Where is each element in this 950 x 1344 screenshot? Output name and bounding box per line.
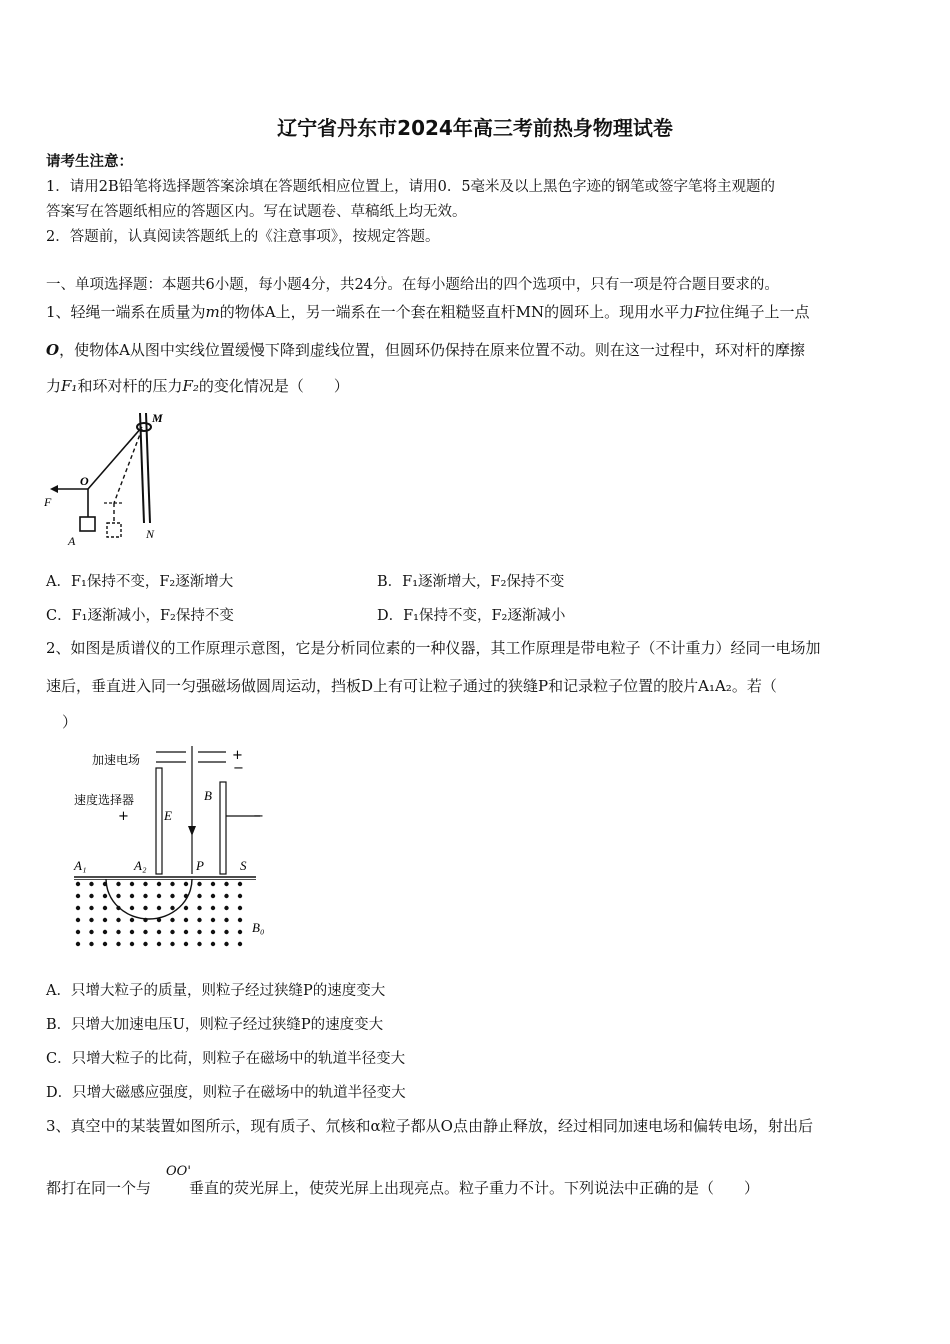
block-a-dashed	[107, 523, 121, 537]
field-dot	[76, 894, 80, 898]
q1-option-b[interactable]: B．F₁逐渐增大，F₂保持不变	[377, 574, 565, 590]
q3-line-1: 3、真空中的某装置如图所示，现有质子、氘核和α粒子都从O点由静止释放，经过相同加速电场和偏转电场，射出后	[46, 1117, 813, 1135]
field-dot	[184, 930, 188, 934]
field-dot	[76, 882, 80, 886]
notice-heading: 请考生注意：	[46, 153, 133, 170]
q1-text: 力	[46, 377, 62, 395]
q1-f2-symbol: F₂	[182, 377, 199, 395]
field-dot	[76, 918, 80, 922]
field-dot	[211, 882, 215, 886]
q1-option-c[interactable]: C．F₁逐渐减小，F₂保持不变	[46, 608, 234, 624]
field-dot	[76, 906, 80, 910]
q3-text: 垂直的荧光屏上，使荧光屏上出现亮点。粒子重力不计。下列说法中正确的是（ ）	[189, 1179, 760, 1197]
field-dot	[89, 894, 93, 898]
q1-text: 和环对杆的压力	[77, 377, 183, 395]
page-title: 辽宁省丹东市2024年高三考前热身物理试卷	[277, 116, 673, 140]
notice-item-1: 1．请用2B铅笔将选择题答案涂填在答题纸相应位置上，请用0．5毫米及以上黑色字迹的钢笔或签字笔将主观题的	[46, 179, 776, 195]
field-dot	[224, 930, 228, 934]
field-dot	[184, 942, 188, 946]
field-dot	[157, 930, 161, 934]
field-dot	[211, 906, 215, 910]
q2-line-2: 速后，垂直进入同一匀强磁场做圆周运动，挡板D上有可让粒子通过的狭缝P和记录粒子位置的胶片A₁A₂。若（	[46, 677, 777, 695]
field-dot	[238, 930, 242, 934]
field-dot	[238, 942, 242, 946]
field-dot	[103, 930, 107, 934]
notice-item-2: 2．答题前，认真阅读答题纸上的《注意事项》，按规定答题。	[46, 229, 440, 245]
field-dot	[170, 930, 174, 934]
label-b0: B₀	[252, 920, 265, 935]
field-dot	[211, 930, 215, 934]
field-dot	[157, 918, 161, 922]
field-dot	[184, 906, 188, 910]
field-dot	[76, 930, 80, 934]
field-dot	[197, 906, 201, 910]
field-dot	[170, 906, 174, 910]
q1-figure	[44, 405, 174, 550]
field-dot	[157, 906, 161, 910]
q1-option-a[interactable]: A．F₁保持不变，F₂逐渐增大	[46, 574, 234, 590]
label-b: B	[204, 788, 212, 803]
label-o: O	[80, 474, 89, 488]
force-arrowhead	[50, 485, 58, 493]
q3-line-2	[46, 1178, 759, 1198]
notice-item-1-cont: 答案写在答题纸相应的答题区内。写在试题卷、草稿纸上均无效。	[46, 204, 467, 220]
q1-point-symbol: O	[46, 341, 60, 359]
field-dot	[76, 942, 80, 946]
label-n: N	[146, 527, 155, 541]
q1-option-d[interactable]: D．F₁保持不变，F₂逐渐减小	[377, 608, 566, 624]
field-dot	[103, 894, 107, 898]
q1-text: ，使物体A从图中实线位置缓慢下降到虚线位置，但圆环仍保持在原来位置不动。则在这一过程中，环对杆的摩擦	[59, 341, 805, 359]
label-e: E	[164, 808, 172, 823]
field-dot	[184, 882, 188, 886]
field-dot	[211, 918, 215, 922]
field-dot	[157, 894, 161, 898]
label-a: A	[68, 534, 76, 548]
q1-mass-symbol: m	[205, 303, 220, 321]
label-s: S	[240, 858, 247, 873]
rope-upper-dashed	[114, 429, 142, 503]
field-dot	[89, 930, 93, 934]
selector-plate-right	[220, 782, 226, 874]
q2-option-a[interactable]: A．只增大粒子的质量，则粒子经过狭缝P的速度变大	[46, 983, 386, 999]
field-dot	[143, 894, 147, 898]
field-dot	[116, 882, 120, 886]
field-dot	[238, 882, 242, 886]
field-dot	[170, 942, 174, 946]
label-minus-right: −	[253, 809, 264, 824]
q3-text: 都打在同一个与	[46, 1179, 152, 1197]
field-dot	[103, 882, 107, 886]
q2-line-1: 2、如图是质谱仪的工作原理示意图，它是分析同位素的一种仪器，其工作原理是带电粒子（不计重力）经同一电场加	[46, 639, 821, 657]
q1-f1-symbol: F₁	[61, 377, 78, 395]
q1-force-symbol: F	[694, 303, 705, 321]
field-dot	[157, 882, 161, 886]
field-dot	[224, 942, 228, 946]
field-dot	[224, 882, 228, 886]
q1-text: 拉住绳子上一点	[704, 303, 810, 321]
q2-option-d[interactable]: D．只增大磁感应强度，则粒子在磁场中的轨道半径变大	[46, 1085, 406, 1101]
label-selector: 速度选择器	[74, 793, 135, 807]
field-dot	[143, 942, 147, 946]
section-1-heading: 一、单项选择题：本题共6小题，每小题4分，共24分。在每小题给出的四个选项中，只有一项是符合题目要求的。	[46, 277, 779, 293]
q1-text: 的变化情况是（ ）	[198, 377, 349, 395]
field-dot	[197, 894, 201, 898]
q1-text: 的物体A上，另一端系在一个套在粗糙竖直杆MN的圆环上。现用水平力	[219, 303, 695, 321]
field-dot	[103, 942, 107, 946]
label-minus-top: −	[233, 761, 244, 776]
field-dot	[89, 942, 93, 946]
field-dot	[116, 918, 120, 922]
field-dot	[130, 906, 134, 910]
label-plus-left: +	[118, 809, 129, 824]
magnetic-field-dots	[76, 882, 242, 946]
field-dot	[157, 942, 161, 946]
label-f: F	[44, 495, 52, 509]
particle-arrow	[188, 826, 196, 836]
field-dot	[184, 894, 188, 898]
label-plus-top: +	[232, 748, 243, 763]
q1-line-1	[46, 302, 810, 322]
q2-figure	[68, 740, 273, 955]
field-dot	[197, 918, 201, 922]
field-dot	[116, 894, 120, 898]
field-dot	[224, 906, 228, 910]
field-dot	[224, 918, 228, 922]
field-dot	[130, 942, 134, 946]
field-dot	[89, 882, 93, 886]
label-a1: A₁	[74, 858, 87, 873]
field-dot	[116, 930, 120, 934]
field-dot	[197, 882, 201, 886]
label-a2: A₂	[134, 858, 147, 873]
field-dot	[103, 906, 107, 910]
field-dot	[184, 918, 188, 922]
field-dot	[143, 882, 147, 886]
field-dot	[238, 918, 242, 922]
field-dot	[103, 918, 107, 922]
field-dot	[238, 894, 242, 898]
label-p: P	[196, 858, 204, 873]
field-dot	[170, 894, 174, 898]
field-dot	[116, 942, 120, 946]
block-a-solid	[80, 517, 95, 531]
field-dot	[89, 918, 93, 922]
field-dot	[224, 894, 228, 898]
field-dot	[238, 906, 242, 910]
field-dot	[143, 918, 147, 922]
field-dot	[130, 894, 134, 898]
field-dot	[143, 906, 147, 910]
field-dot	[197, 930, 201, 934]
q3-oo-symbol: OO'	[166, 1164, 191, 1179]
field-dot	[89, 906, 93, 910]
q2-option-c[interactable]: C．只增大粒子的比荷，则粒子在磁场中的轨道半径变大	[46, 1051, 406, 1067]
field-dot	[143, 930, 147, 934]
field-dot	[170, 918, 174, 922]
q1-text: 1、轻绳一端系在质量为	[46, 303, 206, 321]
field-dot	[116, 906, 120, 910]
q1-line-3	[46, 376, 349, 396]
label-accel: 加速电场	[92, 753, 141, 767]
field-dot	[130, 918, 134, 922]
field-dot	[130, 882, 134, 886]
field-dot	[197, 942, 201, 946]
selector-plate-left	[156, 768, 162, 874]
label-m: M	[152, 411, 163, 425]
field-dot	[211, 942, 215, 946]
field-dot	[130, 930, 134, 934]
field-dot	[170, 882, 174, 886]
field-dot	[211, 894, 215, 898]
q2-line-3: ）	[62, 713, 78, 731]
rope-upper-solid	[88, 427, 142, 489]
q1-line-2	[46, 340, 805, 360]
q2-option-b[interactable]: B．只增大加速电压U，则粒子经过狭缝P的速度变大	[46, 1017, 384, 1033]
